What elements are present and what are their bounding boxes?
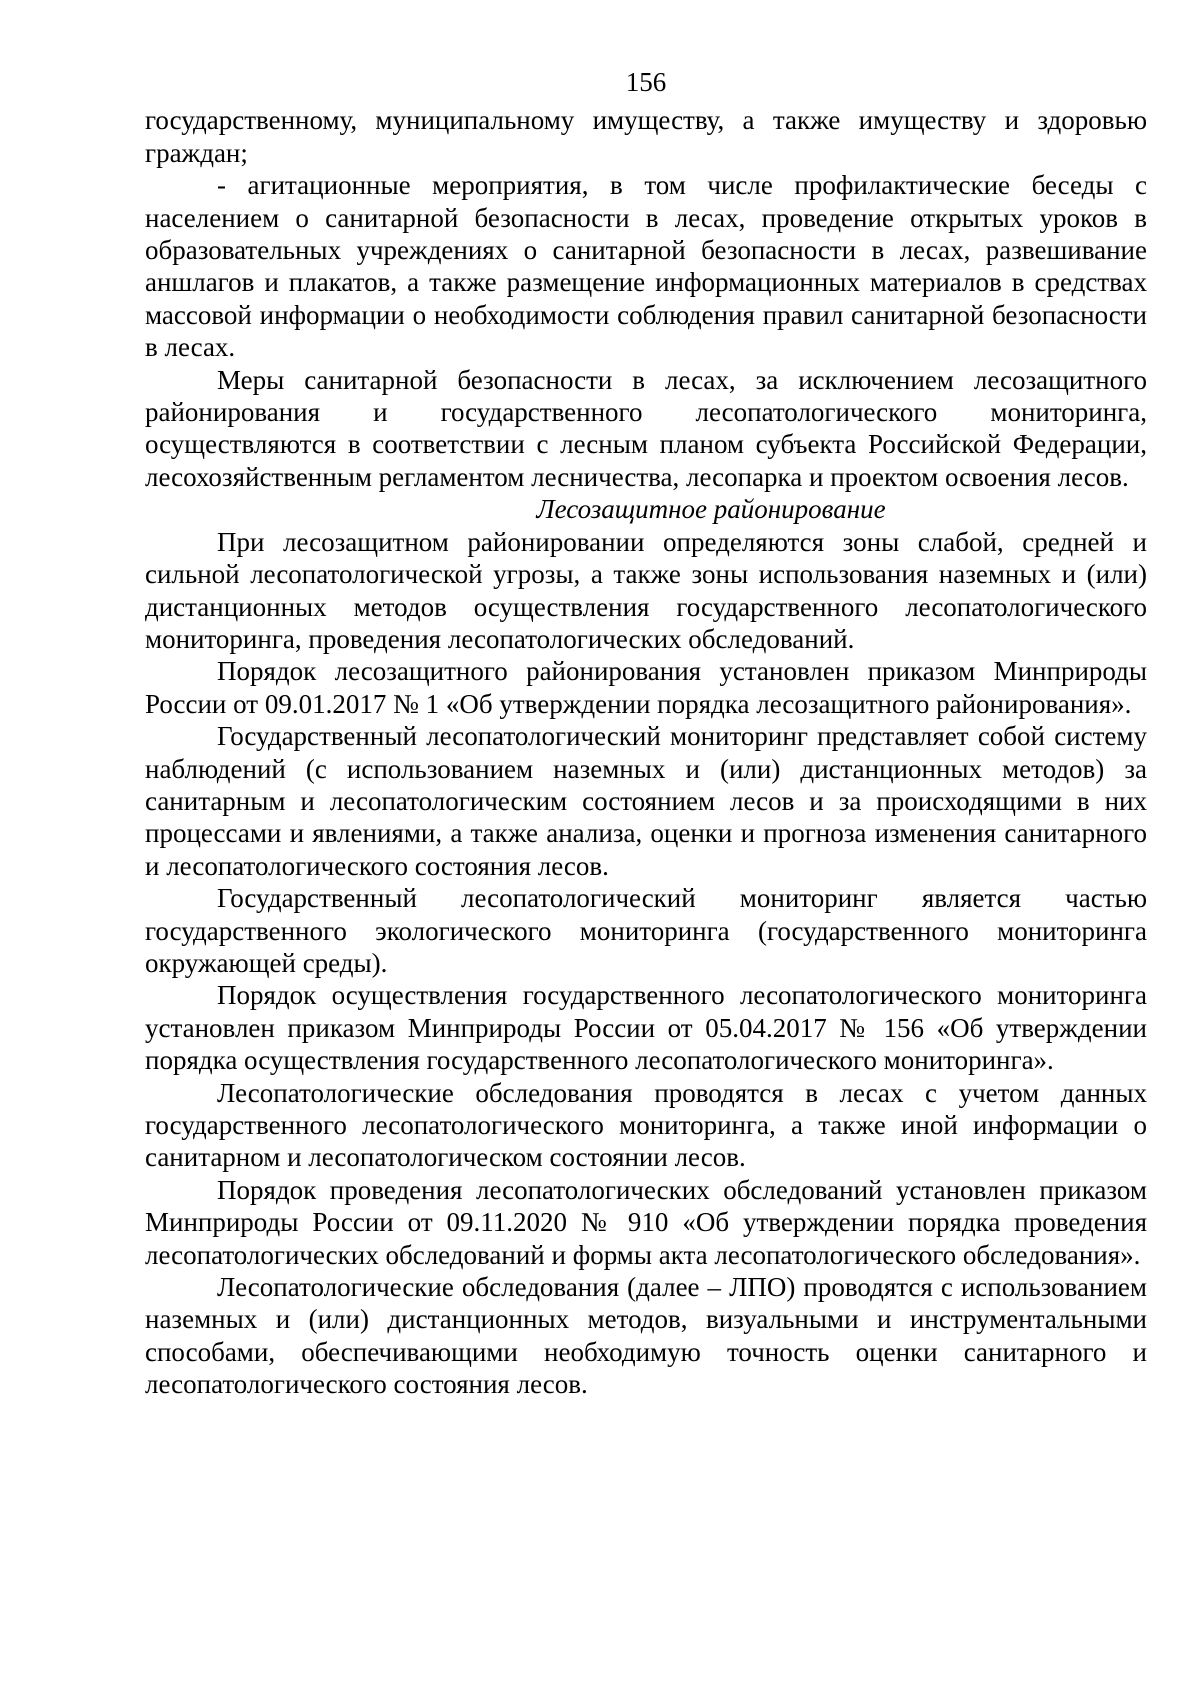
paragraph-zoning-definition: При лесозащитном районировании определяются зоны слабой, средней и сильной лесопатологической угрозы, а также зоны использования наземных и (или) дистанционных методов осуществления государственного лесопатологического мониторинга, проведения лесопатологических обследований. <box>145 526 1147 654</box>
paragraph-lpo-methods: Лесопатологические обследования (далее – ЛПО) проводятся с использованием наземных и (или) дистанционных методов, визуальными и инструментальными способами, обеспечивающими необходимую точность оценки санитарного и лесопатологического состояния лесов. <box>145 1272 1147 1400</box>
section-heading: Лесозащитное районирование <box>536 494 886 525</box>
paragraph-zoning-order: Порядок лесозащитного районирования установлен приказом Минприроды России от 09.01.2017 № 1 «Об утверждении порядка лесозащитного районирования». <box>145 656 1147 719</box>
paragraph-inspections: Лесопатологические обследования проводятся в лесах с учетом данных государственного лесопатологического мониторинга, а также иной информации о санитарном и лесопатологическом состоянии лесов. <box>145 1077 1147 1173</box>
paragraph-monitoring-order: Порядок осуществления государственного лесопатологического мониторинга установлен приказом Минприроды России от 05.04.2017 № 156 «Об утверждении порядка осуществления государственного лесопатологического мониторинга». <box>145 980 1147 1076</box>
paragraph-agitation-measures: - агитационные мероприятия, в том числе профилактические беседы с населением о санитарной безопасности в лесах, проведение открытых уроков в образовательных учреждениях о санитарной безопасности в лесах, развешивание аншлагов и плакатов, а также размещение информационных материалов в средствах массовой информации о необходимости соблюдения правил санитарной безопасности в лесах. <box>145 170 1147 363</box>
page-number: 156 <box>625 67 667 97</box>
document-page <box>145 66 1147 1401</box>
paragraph-monitoring-definition: Государственный лесопатологический мониторинг представляет собой систему наблюдений (с использованием наземных и (или) дистанционных методов) за санитарным и лесопатологическим состоянием лесов и за происходящими в них процессами и явлениями, а также анализа, оценки и прогноза изменения санитарного и лесопатологического состояния лесов. <box>145 721 1147 881</box>
paragraph-sanitary-measures: Меры санитарной безопасности в лесах, за исключением лесозащитного районирования и государственного лесопатологического мониторинга, осуществляются в соответствии с лесным планом субъекта Российской Федерации, лесохозяйственным регламентом лесничества, лесопарка и проектом освоения лесов. <box>145 364 1147 492</box>
paragraph-monitoring-part: Государственный лесопатологический мониторинг является частью государственного экологического мониторинга (государственного мониторинга окружающей среды). <box>145 883 1147 978</box>
paragraph-inspections-order: Порядок проведения лесопатологических обследований установлен приказом Минприроды России от 09.11.2020 № 910 «Об утверждении порядка проведения лесопатологических обследований и формы акта лесопатологического обследования». <box>145 1174 1147 1270</box>
paragraph-continuation: государственному, муниципальному имуществу, а также имуществу и здоровью граждан; <box>145 105 1147 168</box>
